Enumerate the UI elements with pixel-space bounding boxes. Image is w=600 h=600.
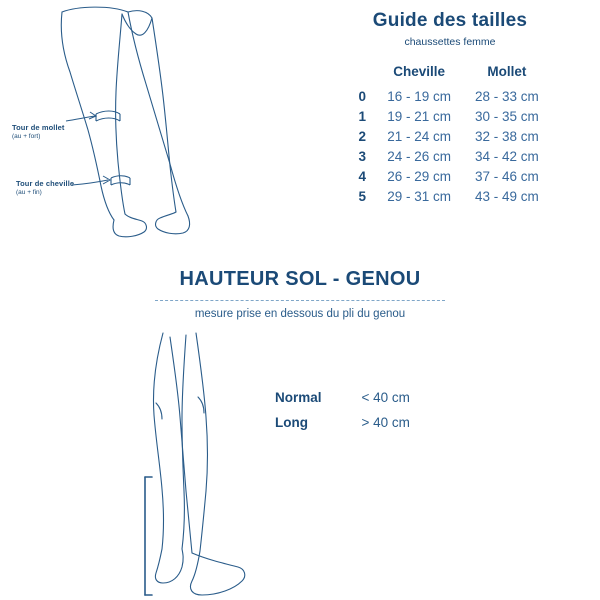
annotation-ankle-sub: (au + fin) [16, 188, 42, 196]
height-section-title: HAUTEUR SOL - GENOU [179, 268, 421, 290]
legs-side-illustration [100, 325, 300, 600]
size-table-header-size [349, 64, 375, 86]
mollet-cell: 28 - 33 cm [475, 88, 539, 104]
divider [155, 300, 445, 301]
mollet-cell: 32 - 38 cm [475, 128, 539, 144]
annotation-calf [12, 124, 65, 140]
length-value: < 40 cm [361, 390, 410, 405]
cheville-cell: 26 - 29 cm [387, 168, 451, 184]
size-table-header-mollet: Mollet [487, 64, 527, 79]
table-row [349, 126, 551, 146]
table-row [275, 385, 410, 410]
table-row [349, 86, 551, 106]
cheville-cell: 24 - 26 cm [387, 148, 451, 164]
length-table [275, 385, 410, 435]
size-cell: 5 [358, 188, 366, 204]
table-row [349, 186, 551, 206]
cheville-cell: 16 - 19 cm [387, 88, 451, 104]
annotation-calf-sub: (au + fort) [12, 132, 41, 140]
size-table [349, 64, 551, 206]
annotation-calf-title: Tour de mollet [12, 123, 65, 132]
size-cell: 4 [358, 168, 366, 184]
table-row [349, 146, 551, 166]
size-cell: 1 [358, 108, 366, 124]
table-row [349, 166, 551, 186]
mollet-cell: 37 - 46 cm [475, 168, 539, 184]
guide-title: Guide des tailles [372, 10, 528, 31]
size-table-header-cheville: Cheville [393, 64, 445, 79]
length-value: > 40 cm [361, 415, 410, 430]
mollet-cell: 34 - 42 cm [475, 148, 539, 164]
table-row [275, 410, 410, 435]
cheville-cell: 29 - 31 cm [387, 188, 451, 204]
height-section-header [0, 260, 600, 330]
length-label: Long [275, 415, 308, 430]
table-row [349, 106, 551, 126]
legs-side-svg [100, 325, 300, 600]
mollet-cell: 43 - 49 cm [475, 188, 539, 204]
size-cell: 0 [358, 88, 366, 104]
size-cell: 2 [358, 128, 366, 144]
cheville-cell: 19 - 21 cm [387, 108, 451, 124]
annotation-ankle [16, 180, 74, 196]
guide-subtitle: chaussettes femme [404, 36, 496, 48]
cheville-cell: 21 - 24 cm [387, 128, 451, 144]
legs-front-illustration [0, 0, 300, 255]
size-cell: 3 [358, 148, 366, 164]
length-label: Normal [275, 390, 322, 405]
annotation-ankle-title: Tour de cheville [16, 179, 75, 188]
height-section-subtitle: mesure prise en dessous du pli du genou [194, 308, 406, 320]
size-table-header-row [349, 64, 551, 86]
size-guide-panel [300, 0, 600, 255]
mollet-cell: 30 - 35 cm [475, 108, 539, 124]
